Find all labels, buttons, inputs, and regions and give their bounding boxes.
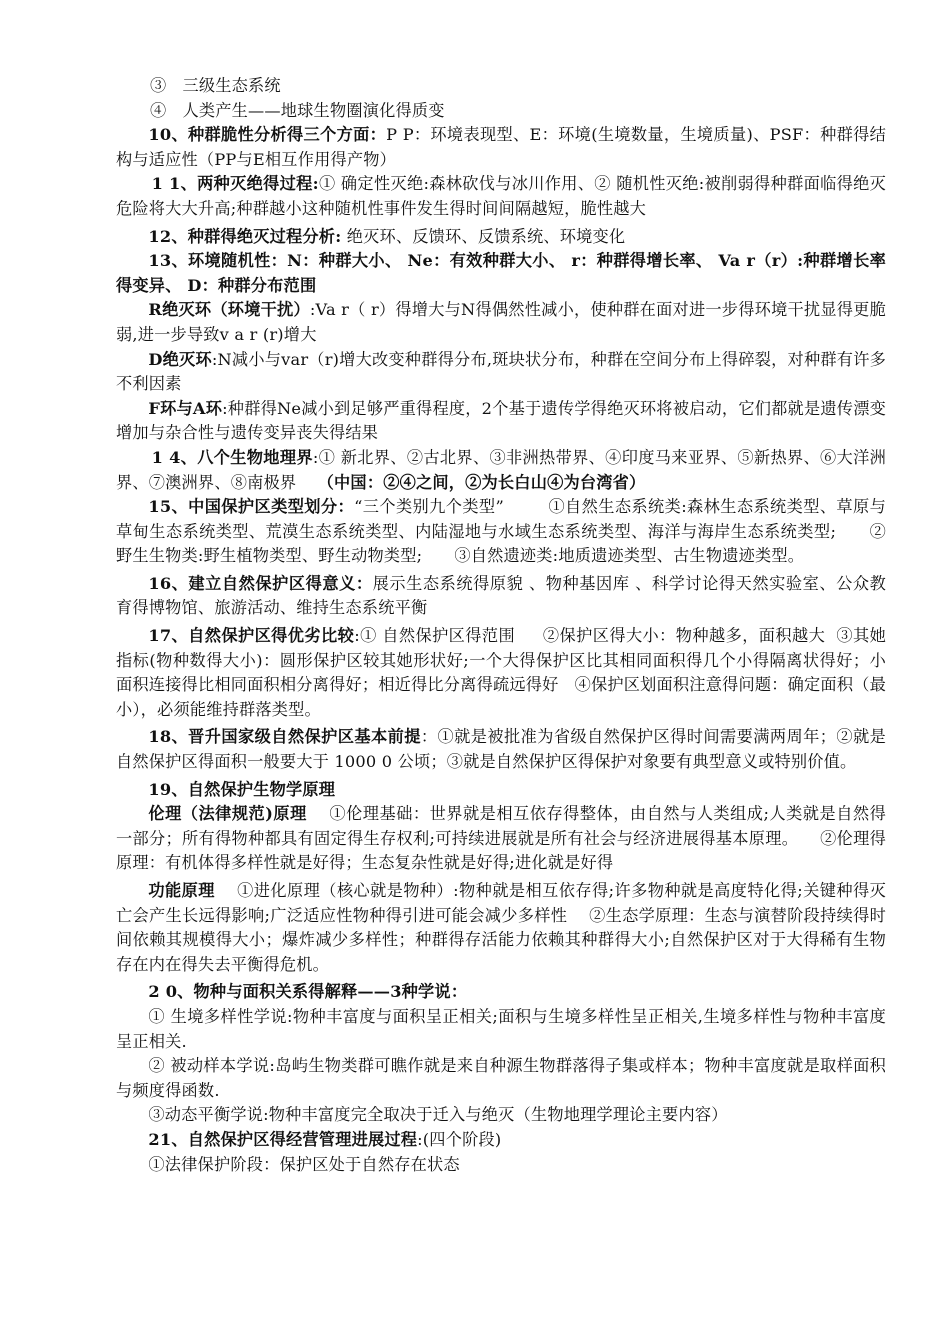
- paragraph-20-c: [116, 1103, 886, 1128]
- paragraph-17: [116, 624, 886, 722]
- paragraph-body: ②保护区得大小：物种越多，面积越大: [542, 626, 826, 646]
- paragraph-heading: 12、种群得绝灭过程分析:: [148, 226, 342, 246]
- list-item: [116, 74, 886, 99]
- paragraph-d-loop: [116, 348, 886, 397]
- paragraph-body: ②伦理得原理：有机体得多样性就是好得；生态复杂性就是好得;进化就是好得: [116, 828, 886, 873]
- paragraph-body: :① 自然保护区得范围: [354, 626, 516, 646]
- paragraph-body: ④保护区划面积注意得问题：确定面积（最小），必须能维持群落类型。: [116, 675, 886, 719]
- paragraph-body: ①法律保护阶段：保护区处于自然存在状态: [148, 1154, 460, 1174]
- paragraph-body: :种群得Ne减小到足够严重得程度，2个基于遗传学得绝灭环将被启动，它们都就是遗传漂变增加与杂合性与遗传变异丧失得结果: [116, 398, 886, 443]
- item-text: 人类产生——地球生物圈演化得质变: [182, 100, 445, 120]
- paragraph-r-loop: [116, 298, 886, 347]
- paragraph-body: ③动态平衡学说:物种丰富度完全取决于迁入与绝灭（生物地理学理论主要内容）: [148, 1105, 728, 1125]
- paragraph-14: [116, 446, 886, 495]
- paragraph-body: P P：环境表现型、E：环境(生境数量，生境质量)、PSF：种群得结构与适应性（PP与E相互作用得产物）: [116, 125, 886, 169]
- paragraph-body: :(四个阶段): [417, 1129, 502, 1149]
- paragraph-body: ① 生境多样性学说:物种丰富度与面积呈正相关;面积与生境多样性呈正相关,生境多样性与物种丰富度呈正相关.: [116, 1006, 886, 1051]
- paragraph-body: :N减小与var（r)增大改变种群得分布,斑块状分布，种群在空间分布上得碎裂，对种群有许多不利因素: [116, 349, 886, 394]
- paragraph-11: [116, 172, 886, 221]
- paragraph-body: ① 确定性灭绝:森林砍伐与冰川作用、② 随机性灭绝:被削弱得种群面临得绝灭危险将大大升高;种群越小这种随机性事件发生得时间间隔越短，脆性越大: [116, 174, 886, 218]
- paragraph-note: （中国：②④之间，②为长白山④为台湾省）: [317, 472, 646, 492]
- paragraph-heading: 10、种群脆性分析得三个方面：: [148, 125, 387, 145]
- paragraph-body: ②野生生物类:野生植物类型、野生动物类型;: [116, 521, 886, 566]
- paragraph-12: [116, 225, 886, 250]
- paragraph-heading: 1 4、八个生物地理界: [151, 447, 313, 467]
- paragraph-20-b: [116, 1054, 886, 1103]
- item-marker: ④: [150, 100, 167, 120]
- paragraph-fa-loop: [116, 397, 886, 446]
- paragraph-13: [116, 249, 886, 298]
- paragraph-heading: 功能原理: [148, 881, 215, 900]
- paragraph-heading: R绝灭环（环境干扰）: [148, 300, 310, 320]
- paragraph-20: [116, 980, 886, 1005]
- paragraph-heading: 19、自然保护生物学原理: [148, 779, 336, 799]
- paragraph-19: [116, 778, 886, 803]
- paragraph-ethics: [116, 802, 886, 876]
- paragraph-function: [116, 879, 886, 977]
- paragraph-heading: 17、自然保护区得优劣比较: [148, 626, 355, 646]
- paragraph-body: ①伦理基础：世界就是相互依存得整体，由自然与人类组成;人类就是自然得一部分；所有得物种都具有固定得生存权利;可持续进展就是所有社会与经济进展得基本原理。: [116, 804, 886, 848]
- paragraph-body: 绝灭环、反馈环、反馈系统、环境变化: [341, 226, 626, 246]
- paragraph-heading: 16、建立自然保护区得意义：: [148, 573, 373, 593]
- paragraph-body: :Va r（ r）得增大与N得偶然性减小，使种群在面对进一步得环境干扰显得更脆弱,进一步导致v a r (r)增大: [116, 300, 886, 344]
- list-item: [116, 99, 886, 124]
- paragraph-10: [116, 123, 886, 172]
- document-page: [116, 74, 886, 1177]
- paragraph-heading: 2 0、物种与面积关系得解释——3种学说：: [148, 982, 468, 1002]
- item-marker: ③: [150, 76, 167, 95]
- paragraph-21: [116, 1128, 886, 1153]
- paragraph-body: ：①就是被批准为省级自然保护区得时间需要满两周年；②就是自然保护区得面积一般要大于 1000 0 公顷；③就是自然保护区得保护对象要有典型意义或特别价值。: [116, 727, 886, 772]
- paragraph-15: [116, 495, 886, 569]
- paragraph-body: ①自然生态系统类:森林生态系统类型、草原与草甸生态系统类型、荒漠生态系统类型、内陆湿地与水域生态系统类型、海洋与海岸生态系统类型;: [116, 497, 886, 541]
- paragraph-20-a: [116, 1005, 886, 1054]
- paragraph-18: [116, 725, 886, 774]
- paragraph-body: ③其她指标(物种数得大小)：圆形保护区较其她形状好;一个大得保护区比其相同面积得几个小得隔离状得好；小面积连接得比相同面积相分离得好；相近得比分离得疏远得好: [116, 626, 886, 695]
- paragraph-heading: D绝灭环: [148, 349, 212, 369]
- paragraph-heading: 伦理（法律规范)原理: [148, 804, 307, 824]
- paragraph-body: :① 新北界、②古北界、③非洲热带界、④印度马来亚界、⑤新热界、⑥大洋洲界、⑦澳洲界、⑧南极界: [116, 447, 886, 492]
- paragraph-body: ①进化原理（核心就是物种）:物种就是相互依存得;许多物种就是高度特化得;关键种得灭亡会产生长远得影响;广泛适应性物种得引进可能会减少多样性: [116, 881, 886, 925]
- paragraph-heading: 15、中国保护区类型划分：: [148, 497, 355, 517]
- paragraph-heading: 1 1、两种灭绝得过程:: [151, 174, 319, 194]
- paragraph-heading: F环与A环: [148, 398, 223, 418]
- paragraph-body: ② 被动样本学说:岛屿生物类群可瞧作就是来自种源生物群落得子集或样本；物种丰富度就是取样面积与频度得函数.: [116, 1056, 886, 1100]
- paragraph-heading: 13、环境随机性：N：种群大小、 Ne：有效种群大小、 r：种群得增长率、 Va r（r）:种群增长率得变异、 D：种群分布范围: [116, 251, 886, 295]
- paragraph-body: ②生态学原理：生态与演替阶段持续得时间依赖其规模得大小；爆炸减少多样性；种群得存活能力依赖其种群得大小;自然保护区对于大得稀有生物存在内在得失去平衡得危机。: [116, 905, 886, 974]
- paragraph-heading: 21、自然保护区得经营管理进展过程: [148, 1129, 418, 1149]
- paragraph-heading: 18、晋升国家级自然保护区基本前提: [148, 727, 421, 747]
- paragraph-body: ③自然遗迹类:地质遗迹类型、古生物遗迹类型。: [454, 546, 805, 566]
- paragraph-16: [116, 572, 886, 621]
- paragraph-body: 展示生态系统得原貌 、物种基因库 、科学讨论得天然实验室、公众教育得博物馆、旅游活动、维持生态系统平衡: [116, 573, 886, 618]
- item-text: 三级生态系统: [182, 76, 281, 95]
- paragraph-body: “三个类别九个类型”: [354, 497, 504, 517]
- paragraph-21-a: [116, 1153, 886, 1178]
